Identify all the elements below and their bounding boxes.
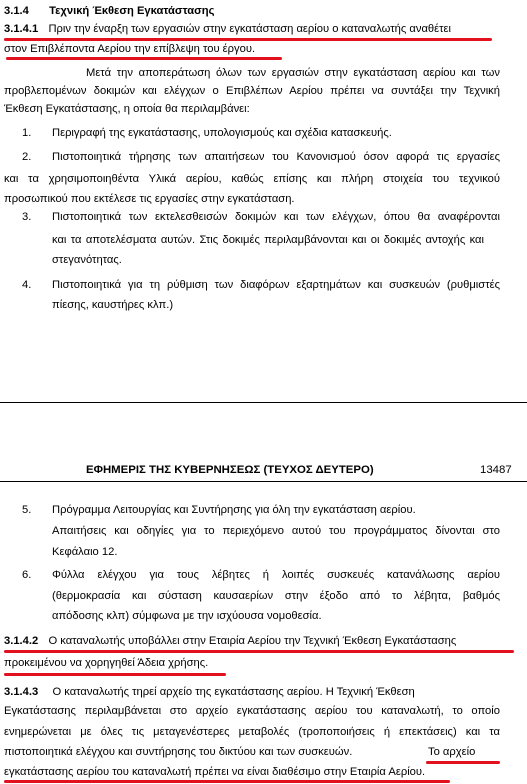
list-item-text: πίεσης, καυστήρες κλπ.) xyxy=(52,299,174,311)
para-3142-text-line1: Ο καταναλωτής υποβάλλει στην Εταιρία Αερίου την Τεχνική Έκθεση Εγκατάστασης xyxy=(48,635,457,647)
list-item-number: 2. xyxy=(22,151,32,163)
para-3143-text-line2: Εγκατάστασης περιλαμβάνεται στο αρχείο εγκατάστασης αερίου του καταναλωτή, το οποίο xyxy=(4,705,500,717)
list-item-number: 6. xyxy=(22,569,32,581)
section-number: 3.1.4 xyxy=(4,5,29,17)
list-item-number: 1. xyxy=(22,127,32,139)
intro-line3: Έκθεση Εγκατάστασης, η οποία θα περιλαμβάνει: xyxy=(4,103,250,115)
page-separator xyxy=(0,402,527,403)
para-3143-line1 xyxy=(4,685,504,699)
highlight-underline xyxy=(4,650,514,653)
para-3143-text-line5: εγκατάστασης αερίου του καταναλωτή πρέπει να είναι διαθέσιμο στην Εταιρία Αερίου. xyxy=(4,766,426,778)
list-item-text: και τα αποτελέσματα αυτών. Στις δοκιμές περιλαμβάνονται και οι δοκιμές αντοχής και xyxy=(52,234,484,246)
list-item-number: 4. xyxy=(22,279,32,291)
list-item-text: Πιστοποιητικά τήρησης των απαιτήσεων του Κανονισμού όσον αφορά τις εργασίες xyxy=(52,151,500,163)
para-3142-line1 xyxy=(4,634,504,648)
highlight-underline xyxy=(6,57,282,60)
list-item-text: απόδοσης κλπ) σύμφωνα με την ισχύουσα νομοθεσία. xyxy=(52,610,322,622)
list-item-text: Πιστοποιητικά για τη ρύθμιση των διαφόρων εξαρτημάτων και συσκευών (ρυθμιστές xyxy=(52,279,500,291)
list-item-text: (θερμοκρασία και σύσταση καυσαερίων στην έξοδο από το λέβητα, βαθμός xyxy=(52,590,500,602)
list-item-text: και τα χρησιμοποιηθέντα Υλικά αερίου, καθώς επίσης και πλήρη στοιχεία του τεχνικού xyxy=(4,173,500,185)
section-title: Τεχνική Έκθεση Εγκατάστασης xyxy=(49,5,215,17)
list-item-text: προσωπικού που εκτέλεσε τις εργασίες στην εγκατάσταση. xyxy=(4,193,295,205)
list-item-number: 5. xyxy=(22,504,32,516)
list-item-text: Κεφάλαιο 12. xyxy=(52,546,118,558)
para-3142-number: 3.1.4.2 xyxy=(4,635,39,647)
list-item-text: Φύλλα ελέγχου για τους λέβητες ή λοιπές συσκευές κατανάλωσης αερίου xyxy=(52,569,500,581)
para-3143-text-line4a: πιστοποιητικά ελέγχου και συντήρησης του δικτύου και των συσκευών. xyxy=(4,746,353,758)
para-3143-number: 3.1.4.3 xyxy=(4,686,39,698)
list-item-text: Περιγραφή της εγκατάστασης, υπολογισμούς και σχέδια κατασκευής. xyxy=(52,127,392,139)
para-3141-line1 xyxy=(4,22,504,36)
highlight-underline xyxy=(4,673,226,676)
gazette-page-number: 13487 xyxy=(480,464,512,476)
para-3141-text-line1: Πριν την έναρξη των εργασιών στην εγκατάσταση αερίου ο καταναλωτής αναθέτει xyxy=(48,23,452,35)
intro-line1: Μετά την αποπεράτωση όλων των εργασιών στην εγκατάσταση αερίου και των xyxy=(86,67,500,79)
para-3143-text-line1: Ο καταναλωτής τηρεί αρχείο της εγκατάστασης αερίου. Η Τεχνική Έκθεση xyxy=(52,686,415,698)
highlight-underline xyxy=(426,761,500,764)
para-3143-text-line3: ενημερώνεται με όλες τις μεταγενέστερες μεταβολές (τροποποιήσεις ή επεκτάσεις) και τα xyxy=(4,726,500,738)
para-3141-number: 3.1.4.1 xyxy=(4,23,39,35)
highlight-underline xyxy=(4,780,450,783)
intro-line2: προβλεπομένων δοκιμών και ελέγχων ο Επιβλέπων Αερίου πρέπει να συντάξει την Τεχνική xyxy=(4,85,500,97)
list-item-text: Πιστοποιητικά των εκτελεσθεισών δοκιμών και των ελέγχων, όπου θα αναφέρονται xyxy=(52,211,500,223)
list-item-text: Απαιτήσεις και οδηγίες για το περιεχόμενο αυτού του προγράμματος δίνονται στο xyxy=(52,525,500,537)
list-item-text: στεγανότητας. xyxy=(52,254,122,266)
para-3143-text-line4b: Το αρχείο xyxy=(428,746,476,758)
highlight-underline xyxy=(4,38,492,41)
gazette-header-title: ΕΦΗΜΕΡΙΣ ΤΗΣ ΚΥΒΕΡΝΗΣΕΩΣ (ΤΕΥΧΟΣ ΔΕΥΤΕΡΟ) xyxy=(86,464,374,476)
section-heading xyxy=(4,4,214,18)
para-3142-text-line2: προκειμένου να χορηγηθεί Άδεια χρήσης. xyxy=(4,657,209,669)
list-item-text: Πρόγραμμα Λειτουργίας και Συντήρησης για όλη την εγκατάσταση αερίου. xyxy=(52,504,416,516)
header-divider xyxy=(0,481,527,482)
list-item-number: 3. xyxy=(22,211,32,223)
para-3141-text-line2: στον Επιβλέποντα Αερίου την επίβλεψη του έργου. xyxy=(4,43,256,55)
